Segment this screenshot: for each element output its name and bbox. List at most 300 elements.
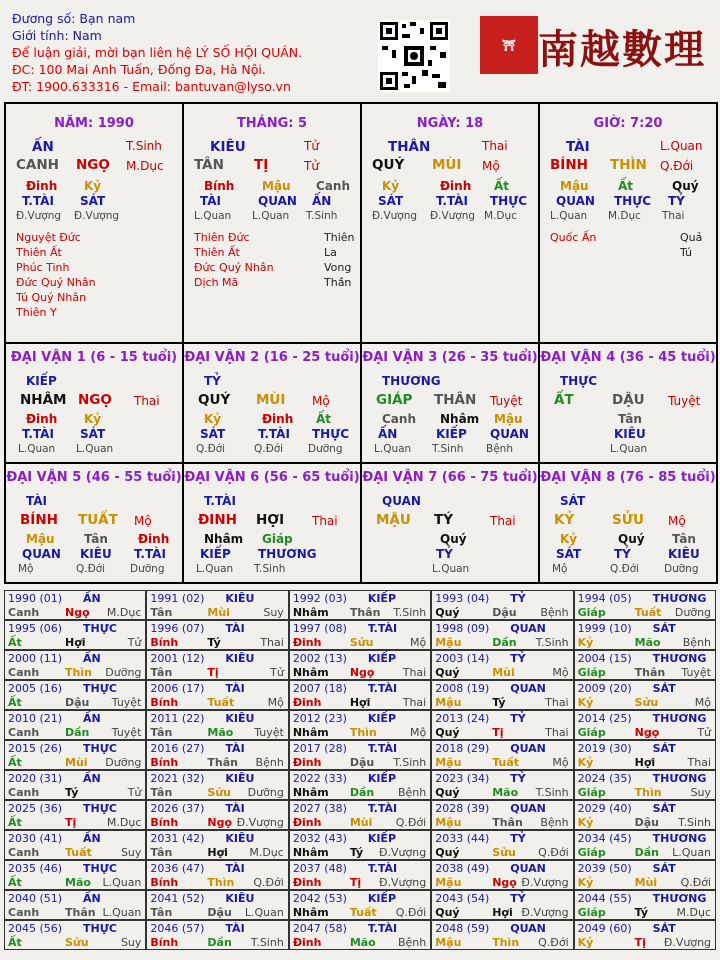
- year-can: Ất: [8, 696, 22, 709]
- hidden-state: Dưỡng: [664, 563, 699, 575]
- daivan-title: ĐẠI VẬN 7 (66 - 75 tuổi): [362, 470, 538, 485]
- hidden-stem: Bính: [204, 179, 235, 193]
- year-chi: Dậu: [634, 816, 660, 829]
- year-can: Tân: [150, 606, 173, 619]
- year-chi: Ngọ: [634, 726, 660, 739]
- daivan-ts: Tuyệt: [490, 394, 523, 408]
- year-label: 2021 (32): [150, 772, 205, 785]
- year-cell: [146, 680, 288, 710]
- hidden-star: ẤN: [378, 427, 398, 441]
- year-row: [4, 860, 716, 890]
- year-ts: L.Quan: [102, 876, 142, 889]
- year-star: QUAN: [510, 802, 546, 815]
- pillar-grid: [4, 102, 718, 584]
- phone-email-line: ĐT: 1900.633316 - Email: bantuvan@lyso.vn: [12, 79, 291, 94]
- daivan-chi: SỬU: [612, 512, 644, 528]
- year-chi: Tuất: [207, 696, 235, 709]
- hidden-stem: Tân: [84, 532, 108, 546]
- year-cell: [289, 710, 431, 740]
- year-can: Bính: [150, 756, 179, 769]
- daivan-cell: [539, 463, 717, 583]
- hidden-stem: Canh: [382, 412, 416, 426]
- year-label: 2022 (33): [292, 772, 347, 785]
- year-ts: T.Sinh: [535, 636, 569, 649]
- year-can: Quý: [435, 846, 460, 859]
- year-cell: [4, 620, 146, 650]
- year-ts: Q.Đới: [538, 936, 569, 949]
- year-label: 2000 (11): [8, 652, 63, 665]
- year-star: TỶ: [510, 832, 526, 845]
- year-can: Canh: [8, 786, 40, 799]
- year-cell: [289, 770, 431, 800]
- year-cell: [146, 890, 288, 920]
- hidden-state: Đ.Vượng: [74, 210, 120, 222]
- chi-label: THÌN: [610, 157, 647, 173]
- year-chi: Ngọ: [492, 876, 517, 889]
- than-sat-item: Thiên La: [324, 231, 355, 259]
- hidden-star: SÁT: [556, 547, 582, 561]
- hidden-star: T.TÀI: [258, 427, 290, 441]
- hidden-star: ẤN: [312, 194, 332, 208]
- year-can: Tân: [150, 666, 173, 679]
- year-row: [4, 680, 716, 710]
- daivan-title: ĐẠI VẬN 4 (36 - 45 tuổi): [540, 350, 716, 365]
- hidden-state: Bệnh: [486, 443, 513, 455]
- year-star: SÁT: [652, 682, 676, 695]
- year-star: KIÊU: [225, 832, 255, 845]
- year-chi: Dần: [207, 936, 232, 949]
- year-star: TỶ: [510, 592, 526, 605]
- year-chi: Tý: [65, 786, 79, 799]
- than-sat-item: Đức Quý Nhân: [16, 276, 96, 289]
- than-sat-item: Thiên Ất: [194, 246, 240, 259]
- year-star: ẤN: [83, 592, 101, 605]
- daivan-can: MẬU: [376, 512, 411, 528]
- daivan-can: KỶ: [554, 512, 575, 528]
- year-can: Nhâm: [292, 606, 329, 619]
- year-cell: [289, 620, 431, 650]
- year-label: 2007 (18): [292, 682, 347, 695]
- hidden-star: TỶ: [668, 194, 685, 208]
- year-chi: Sửu: [634, 696, 659, 709]
- year-can: Đinh: [292, 756, 322, 769]
- year-ts: Đ.Vượng: [379, 876, 427, 889]
- year-ts: Thai: [687, 756, 712, 769]
- contact-line: Để luận giải, mời bạn liên hệ LÝ SỐ HỘI QUÁN.: [12, 45, 303, 60]
- year-ts: Tuyệt: [111, 696, 142, 709]
- hidden-state: Dưỡng: [130, 563, 165, 575]
- year-can: Bính: [150, 936, 179, 949]
- hidden-state: Q.Đới: [76, 563, 106, 575]
- hidden-stem: Mậu: [494, 412, 523, 426]
- hidden-stem: Kỷ: [84, 412, 102, 426]
- hidden-stem: Đinh: [26, 412, 58, 426]
- year-cell: [574, 800, 716, 830]
- year-can: Bính: [150, 696, 179, 709]
- year-row: [4, 710, 716, 740]
- year-ts: Bệnh: [255, 756, 284, 769]
- than-sat-item: Dịch Mã: [194, 276, 239, 289]
- year-can: Bính: [150, 816, 179, 829]
- year-cell: [146, 650, 288, 680]
- year-star: THƯƠNG: [652, 772, 707, 785]
- year-cell: [4, 710, 146, 740]
- hidden-star: T.TÀI: [134, 547, 166, 561]
- year-cell: [289, 860, 431, 890]
- hidden-stem: Đinh: [138, 532, 170, 546]
- year-cell: [431, 920, 573, 950]
- year-chi: Tuất: [349, 906, 377, 919]
- year-can: Kỷ: [577, 936, 594, 949]
- hidden-star: TỶ: [436, 547, 453, 561]
- year-label: 2003 (14): [435, 652, 490, 665]
- year-star: THỰC: [83, 862, 117, 875]
- year-can: Mậu: [435, 636, 462, 649]
- year-cell: [289, 740, 431, 770]
- year-cell: [574, 830, 716, 860]
- year-star: KIẾP: [367, 892, 397, 905]
- year-can: Kỷ: [577, 876, 594, 889]
- year-cell: [4, 680, 146, 710]
- year-ts: Mộ: [409, 636, 427, 649]
- daivan-can: ẤT: [554, 392, 574, 408]
- hidden-stem: Đinh: [26, 179, 58, 193]
- year-chi: Hợi: [207, 846, 228, 859]
- year-chi: Dậu: [349, 756, 375, 769]
- pillar-cell: [183, 103, 361, 343]
- year-can: Nhâm: [292, 786, 329, 799]
- year-chi: Hợi: [492, 906, 513, 919]
- hidden-stem: Ất: [494, 179, 510, 193]
- hidden-stem: Canh: [316, 179, 350, 193]
- hidden-state: T.Sinh: [432, 443, 464, 455]
- year-chi: Ngọ: [207, 816, 233, 829]
- year-chi: Mão: [349, 936, 376, 949]
- daivan-title: ĐẠI VẬN 6 (56 - 65 tuổi): [184, 470, 360, 485]
- year-ts: M.Dục: [106, 816, 142, 829]
- hidden-state: Q.Đới: [610, 563, 640, 575]
- year-ts: Mộ: [552, 666, 569, 679]
- year-star: QUAN: [510, 922, 546, 935]
- year-cell: [4, 650, 146, 680]
- year-ts: Q.Đới: [395, 816, 427, 829]
- year-cell: [574, 620, 716, 650]
- year-label: 2027 (38): [292, 802, 347, 815]
- daivan-chi: MÙI: [256, 392, 286, 408]
- year-label: 2039 (50): [577, 862, 632, 875]
- year-can: Bính: [150, 876, 179, 889]
- year-chi: Sửu: [207, 786, 231, 799]
- year-cell: [146, 800, 288, 830]
- year-chi: Dần: [349, 786, 375, 799]
- year-chi: Dậu: [207, 906, 232, 919]
- year-row: [4, 890, 716, 920]
- hidden-state: L.Quan: [550, 210, 588, 222]
- hidden-star: SÁT: [80, 194, 106, 208]
- year-chi: Mùi: [349, 816, 373, 829]
- year-label: 2011 (22): [150, 712, 205, 725]
- year-star: THỰC: [83, 922, 117, 935]
- year-chi: Mão: [634, 636, 661, 649]
- year-can: Quý: [435, 726, 460, 739]
- year-star: THỰC: [83, 622, 117, 635]
- year-chi: Tị: [349, 876, 362, 889]
- hidden-stem: Ất: [618, 179, 634, 193]
- hidden-stem: Nhâm: [204, 532, 244, 546]
- hidden-stem: Mậu: [560, 179, 589, 193]
- year-chi: Hợi: [634, 756, 656, 769]
- year-label: 2020 (31): [8, 772, 63, 785]
- year-can: Giáp: [577, 786, 606, 799]
- truong-sinh: Thai: [482, 139, 508, 153]
- year-chi: Dần: [634, 846, 660, 859]
- year-ts: Thai: [402, 696, 427, 709]
- daivan-star: T.TÀI: [204, 494, 236, 508]
- year-ts: Mộ: [552, 756, 569, 769]
- year-cell: [289, 680, 431, 710]
- can-label: QUÝ: [372, 157, 405, 173]
- owner-name: Đương số: Bạn nam: [12, 11, 136, 26]
- year-ts: Mộ: [409, 726, 427, 739]
- year-ts: Bệnh: [682, 636, 712, 649]
- hidden-state: Thai: [662, 210, 685, 222]
- year-chi: Dậu: [492, 606, 517, 619]
- daivan-chi: HỢI: [256, 512, 285, 528]
- hidden-state: M.Dục: [608, 210, 641, 222]
- year-can: Ất: [8, 756, 22, 769]
- than-sat-list: [550, 230, 596, 245]
- year-label: 2008 (19): [435, 682, 490, 695]
- year-star: TỶ: [510, 892, 526, 905]
- year-star: THỰC: [83, 802, 117, 815]
- year-can: Đinh: [292, 816, 322, 829]
- than-sat-item: Đức Quý Nhân: [194, 261, 274, 274]
- year-star: TÀI: [225, 742, 245, 755]
- hidden-state: Dưỡng: [308, 443, 343, 455]
- hidden-star: THỰC: [490, 194, 528, 208]
- daivan-star: TỶ: [204, 374, 221, 388]
- year-cell: [574, 740, 716, 770]
- year-star: T.TÀI: [367, 682, 398, 695]
- pillar-star: ẤN: [32, 139, 54, 155]
- daivan-chi: DẬU: [612, 392, 645, 408]
- year-label: 2044 (55): [577, 892, 632, 905]
- hidden-star: QUAN: [556, 194, 595, 208]
- daivan-star: THỰC: [560, 374, 598, 388]
- daivan-chi: THÂN: [434, 392, 477, 408]
- pillar-title: NĂM: 1990: [54, 116, 134, 131]
- than-sat-list: [194, 230, 274, 290]
- year-star: ẤN: [83, 712, 101, 725]
- year-star: THỰC: [83, 682, 117, 695]
- year-chi: Sửu: [349, 636, 374, 649]
- header-info: [12, 10, 302, 95]
- year-row: [4, 740, 716, 770]
- can-label: CANH: [16, 157, 59, 173]
- year-ts: Suy: [690, 786, 712, 799]
- year-label: 2001 (12): [150, 652, 205, 665]
- year-star: THƯƠNG: [652, 892, 707, 905]
- hidden-star: T.TÀI: [22, 194, 54, 208]
- year-label: 2045 (56): [8, 922, 63, 935]
- year-ts: Thai: [545, 696, 569, 709]
- truong-sinh: Tử: [304, 139, 319, 153]
- than-sat-item: Thiên Ất: [16, 246, 62, 259]
- year-cell: [574, 710, 716, 740]
- logo-text: 南越數理: [538, 26, 706, 73]
- year-cell: [146, 740, 288, 770]
- year-star: THƯƠNG: [652, 592, 707, 605]
- gender: Giới tính: Nam: [12, 28, 102, 43]
- hidden-stem: Quý: [618, 532, 645, 546]
- than-sat-item: Nguyệt Đức: [16, 231, 81, 244]
- year-can: Canh: [8, 726, 40, 739]
- daivan-title: ĐẠI VẬN 1 (6 - 15 tuổi): [10, 350, 178, 365]
- year-cell: [574, 770, 716, 800]
- year-chi: Thìn: [634, 786, 662, 799]
- year-star: SÁT: [652, 622, 676, 635]
- can-label: BÍNH: [550, 157, 588, 173]
- hidden-stem: Kỷ: [560, 532, 578, 546]
- hidden-star: SÁT: [378, 194, 404, 208]
- year-cell: [431, 800, 573, 830]
- year-label: 2026 (37): [150, 802, 205, 815]
- year-chi: Sửu: [65, 936, 89, 949]
- year-can: Bính: [150, 636, 179, 649]
- year-can: Ất: [8, 816, 22, 829]
- year-label: 2024 (35): [577, 772, 632, 785]
- year-can: Kỷ: [577, 636, 594, 649]
- year-cell: [574, 920, 716, 950]
- year-chi: Ngọ: [349, 666, 375, 679]
- daivan-chi: NGỌ: [78, 392, 112, 408]
- year-cell: [146, 770, 288, 800]
- hidden-star: QUAN: [490, 427, 529, 441]
- year-chi: Mùi: [65, 756, 88, 769]
- year-chi: Hợi: [65, 636, 86, 649]
- daivan-can: BÍNH: [20, 512, 58, 528]
- year-cell: [146, 860, 288, 890]
- year-chi: Tuất: [492, 756, 520, 769]
- year-can: Đinh: [292, 876, 322, 889]
- year-ts: Tuyệt: [254, 726, 284, 739]
- qr-code-icon: [378, 20, 450, 92]
- year-star: KIÊU: [225, 712, 255, 725]
- year-star: SÁT: [652, 862, 676, 875]
- than-sat-item: Tú Quý Nhân: [16, 291, 87, 304]
- daivan-ts: Mộ: [134, 514, 152, 528]
- year-cell: [146, 710, 288, 740]
- year-star: TÀI: [225, 682, 245, 695]
- year-cell: [431, 740, 573, 770]
- daivan-can: GIÁP: [376, 392, 413, 408]
- hidden-state: L.Quan: [76, 443, 114, 455]
- hidden-state: L.Quan: [374, 443, 412, 455]
- year-star: TỶ: [510, 652, 526, 665]
- year-ts: Tuyệt: [681, 666, 712, 679]
- year-ts: Dưỡng: [105, 666, 142, 679]
- year-ts: T.Sinh: [393, 756, 427, 769]
- hidden-state: L.Quan: [194, 210, 232, 222]
- year-ts: Tử: [127, 786, 142, 799]
- year-label: 2046 (57): [150, 922, 205, 935]
- year-can: Quý: [435, 906, 460, 919]
- daivan-can: ĐINH: [198, 512, 237, 528]
- year-ts: Suy: [120, 846, 142, 859]
- year-chi: Tý: [349, 846, 364, 859]
- year-ts: M.Dục: [676, 906, 712, 919]
- year-star: TỶ: [510, 712, 526, 725]
- year-star: KIẾP: [367, 712, 397, 725]
- year-can: Mậu: [435, 696, 462, 709]
- hidden-star: KIÊU: [668, 547, 700, 561]
- year-can: Giáp: [577, 906, 606, 919]
- hidden-star: KIÊU: [80, 547, 112, 561]
- hidden-star: T.TÀI: [22, 427, 54, 441]
- year-star: T.TÀI: [367, 622, 398, 635]
- year-can: Canh: [8, 666, 40, 679]
- year-chi: Tý: [634, 906, 648, 919]
- year-label: 2015 (26): [8, 742, 63, 755]
- year-ts: Tuyệt: [111, 726, 142, 739]
- daivan-cell: [539, 343, 717, 463]
- year-label: 2047 (58): [292, 922, 347, 935]
- daivan-can: QUÝ: [198, 392, 231, 408]
- hidden-stem: Kỷ: [84, 179, 102, 193]
- chi-label: TỊ: [254, 157, 269, 173]
- year-label: 2029 (40): [577, 802, 632, 815]
- year-can: Mậu: [435, 876, 462, 889]
- year-cell: [431, 650, 573, 680]
- year-ts: Đ.Vượng: [521, 906, 569, 919]
- year-label: 2043 (54): [435, 892, 490, 905]
- hidden-star: SÁT: [200, 427, 226, 441]
- year-label: 2030 (41): [8, 832, 63, 845]
- year-cell: [4, 920, 146, 950]
- year-star: ẤN: [83, 832, 101, 845]
- than-sat-item: Phúc Tinh: [16, 261, 70, 274]
- year-label: 1992 (03): [292, 592, 347, 605]
- year-can: Giáp: [577, 846, 606, 859]
- year-can: Nhâm: [292, 846, 329, 859]
- year-can: Kỷ: [577, 816, 594, 829]
- year-ts: L.Quan: [672, 846, 712, 859]
- hidden-stem: Ất: [316, 412, 332, 426]
- year-ts: Đ.Vượng: [521, 876, 569, 889]
- year-cell: [146, 920, 288, 950]
- hidden-stem: Đinh: [262, 412, 294, 426]
- year-star: T.TÀI: [367, 742, 398, 755]
- seal-stamp-icon: ⛩: [480, 16, 538, 74]
- year-ts: L.Quan: [102, 906, 142, 919]
- year-chi: Thân: [207, 756, 238, 769]
- daivan-star: SÁT: [560, 494, 586, 508]
- year-ts: T.Sinh: [678, 816, 712, 829]
- year-row: [4, 830, 716, 860]
- year-cell: [431, 860, 573, 890]
- daivan-ts: Thai: [134, 394, 160, 408]
- year-label: 2040 (51): [8, 892, 63, 905]
- year-star: QUAN: [510, 622, 546, 635]
- year-label: 2038 (49): [435, 862, 490, 875]
- year-cell: [146, 590, 288, 620]
- year-chi: Tý: [492, 696, 506, 709]
- year-cell: [574, 590, 716, 620]
- year-can: Canh: [8, 606, 40, 619]
- pillar-title: THÁNG: 5: [236, 116, 308, 131]
- year-can: Quý: [435, 666, 460, 679]
- year-cell: [574, 650, 716, 680]
